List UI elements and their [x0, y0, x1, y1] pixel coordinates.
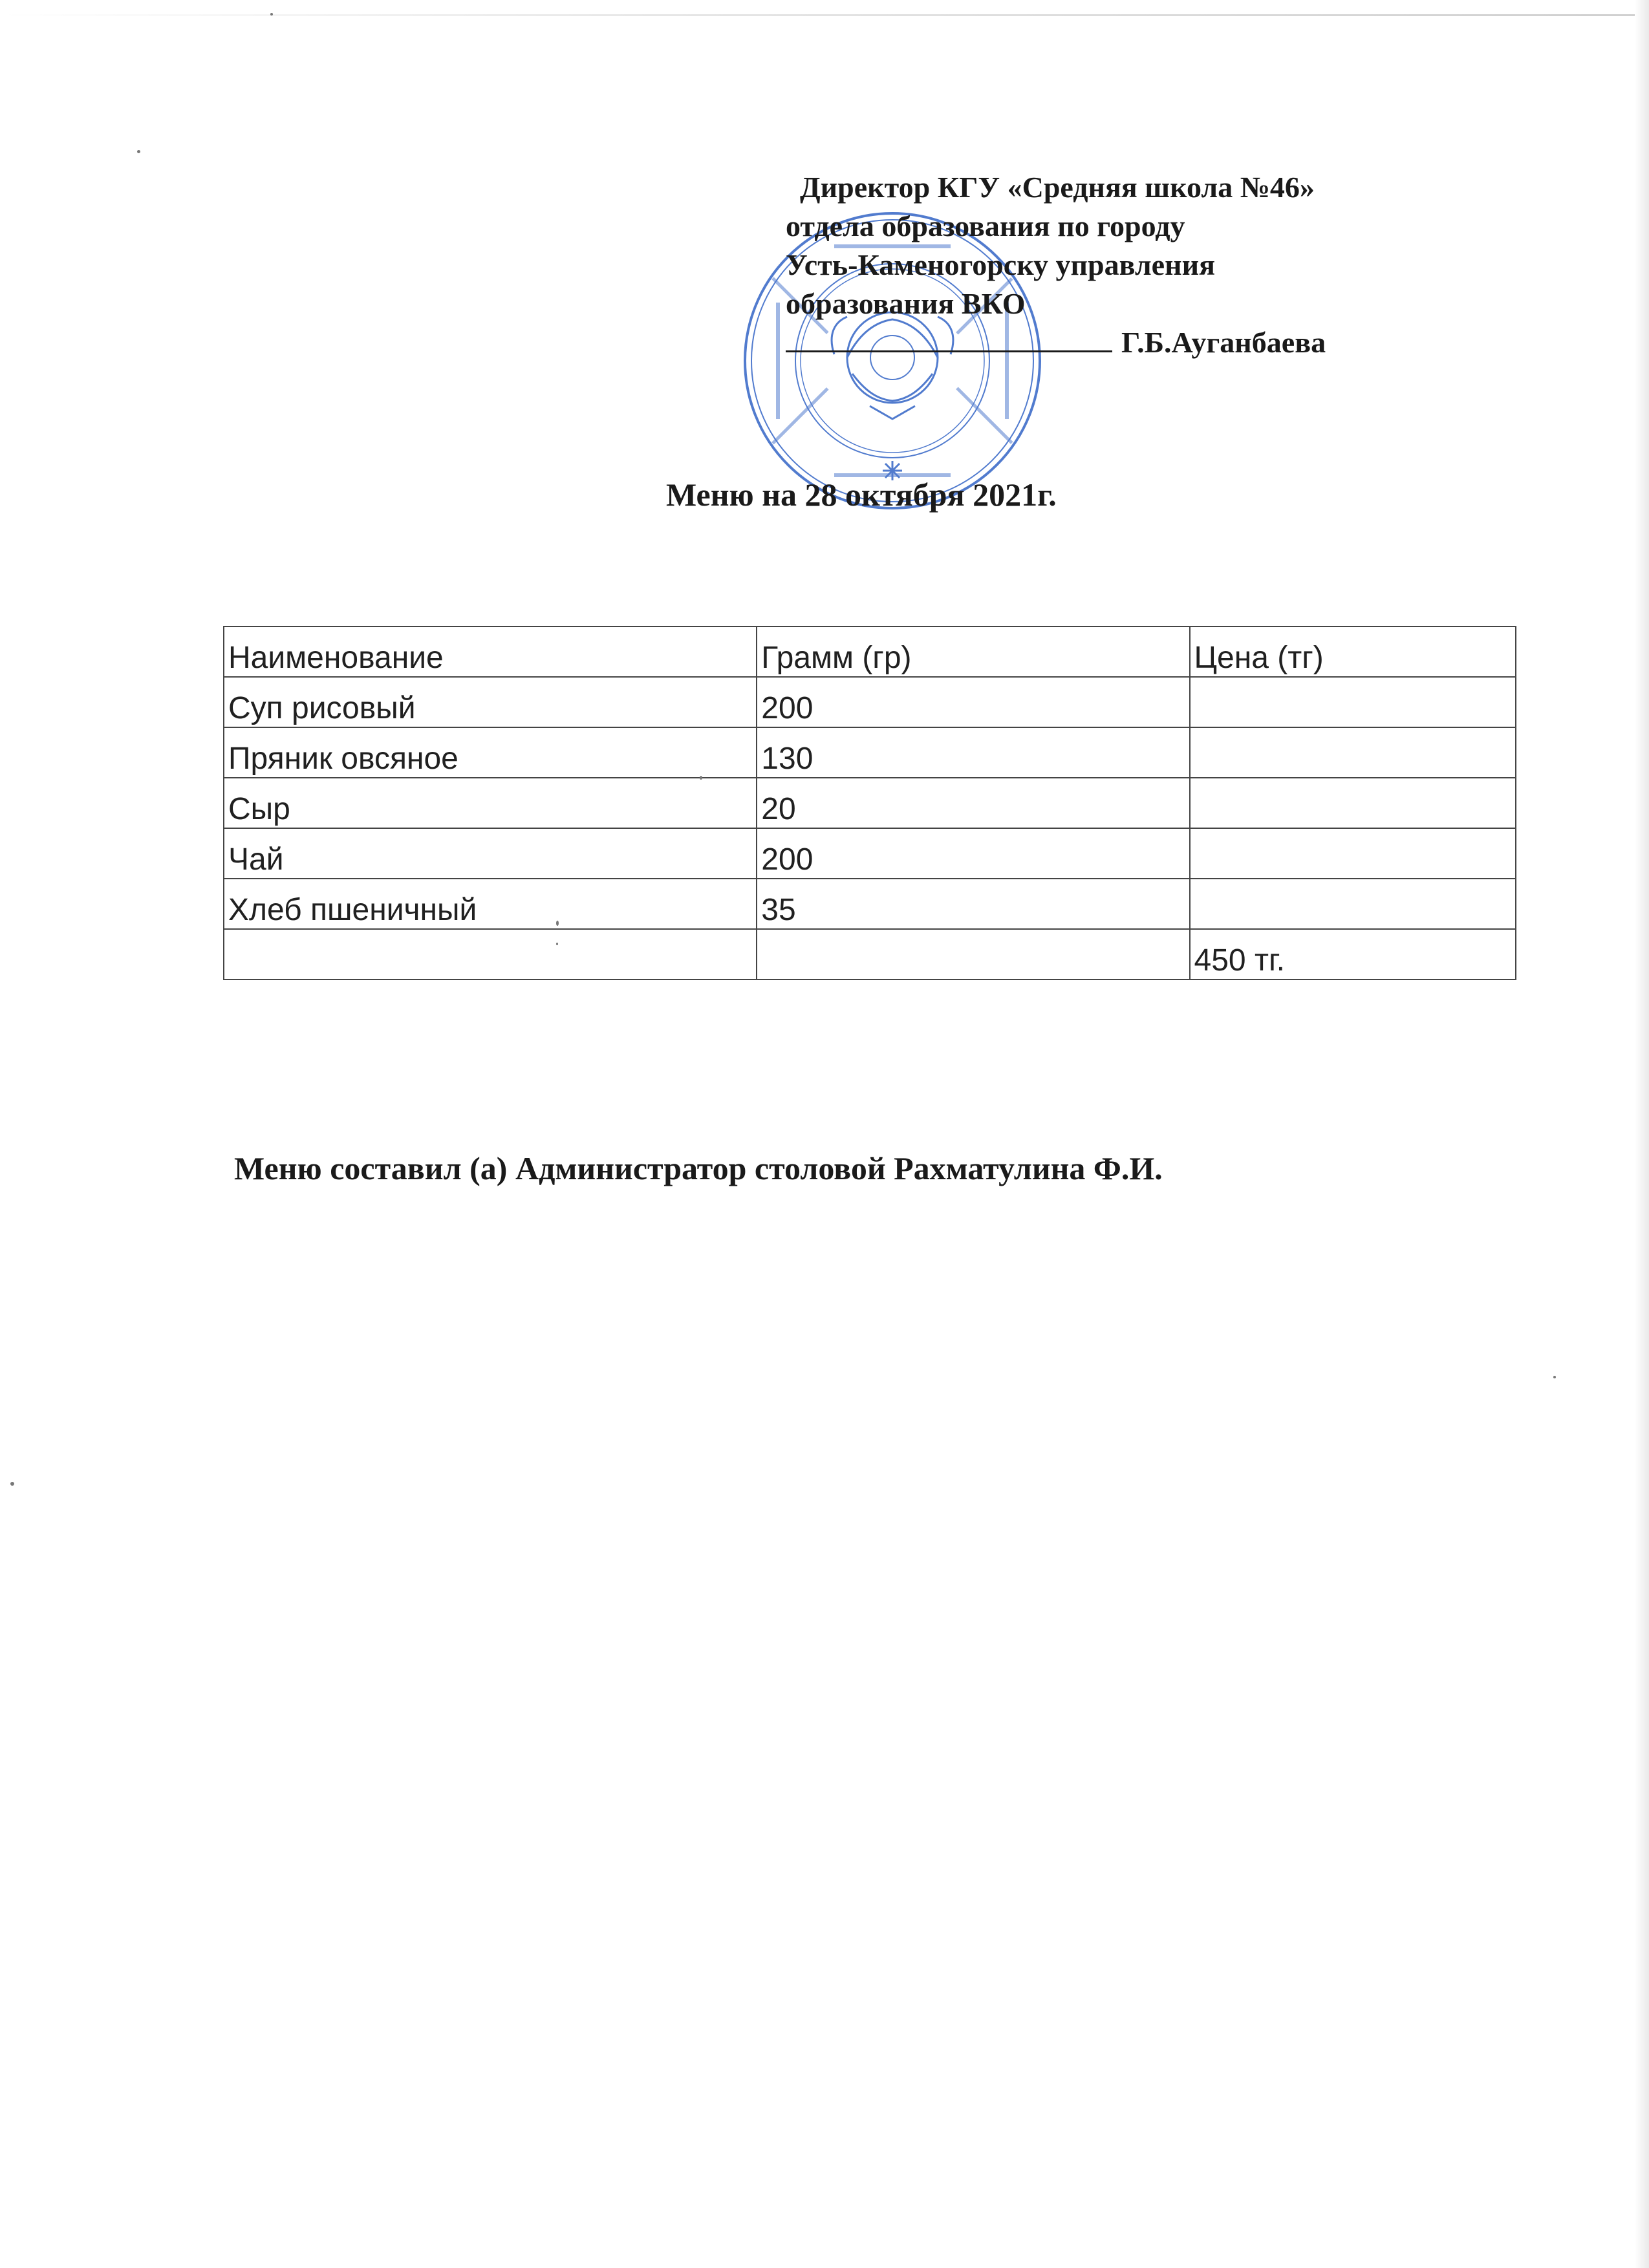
dish-price	[1190, 778, 1516, 828]
approval-position: Директор КГУ «Средняя школа №46»	[800, 171, 1315, 204]
dish-name: Чай	[224, 828, 757, 879]
dish-price	[1190, 828, 1516, 879]
table-header-row	[224, 626, 1516, 677]
dish-price	[1190, 727, 1516, 778]
header-name: Наименование	[224, 626, 757, 677]
approval-region: образования ВКО	[786, 287, 1026, 320]
approval-department: отдела образования по городу	[786, 209, 1185, 242]
dish-grams: 130	[757, 727, 1189, 778]
dish-name: Суп рисовый	[224, 677, 757, 727]
menu-table	[223, 626, 1516, 980]
dish-name: Пряник овсяное	[224, 727, 757, 778]
scan-speck	[1553, 1376, 1556, 1378]
total-grams	[757, 929, 1189, 979]
table-total-row	[224, 929, 1516, 979]
dish-name: Хлеб пшеничный	[224, 879, 757, 929]
signatory-name: Г.Б.Ауганбаева	[1121, 326, 1326, 359]
scan-speck	[137, 150, 140, 153]
table-row	[224, 677, 1516, 727]
table-row	[224, 828, 1516, 879]
dish-price	[1190, 879, 1516, 929]
scan-speck	[270, 13, 273, 16]
scan-speck	[556, 943, 558, 945]
dish-name: Сыр	[224, 778, 757, 828]
table-row	[224, 879, 1516, 929]
approval-city: Усть-Каменогорску управления	[786, 248, 1215, 281]
scan-speck	[10, 1482, 14, 1486]
dish-grams: 200	[757, 677, 1189, 727]
total-name	[224, 929, 757, 979]
compiled-by-note: Меню составил (а) Администратор столовой Рахматулина Ф.И.	[234, 1150, 1163, 1186]
header-grams: Грамм (гр)	[757, 626, 1189, 677]
total-price: 450 тг.	[1190, 929, 1516, 979]
dish-price	[1190, 677, 1516, 727]
approval-block	[786, 168, 1497, 362]
scan-edge-right	[1635, 0, 1649, 2268]
dish-grams: 20	[757, 778, 1189, 828]
table-row	[224, 778, 1516, 828]
signature-line	[786, 323, 1112, 352]
scan-speck	[700, 776, 702, 780]
header-price: Цена (тг)	[1190, 626, 1516, 677]
scan-edge-top	[0, 14, 1649, 16]
dish-grams: 35	[757, 879, 1189, 929]
dish-grams: 200	[757, 828, 1189, 879]
page-title: Меню на 28 октября 2021г.	[666, 476, 1057, 513]
scan-speck	[556, 921, 559, 926]
table-row	[224, 727, 1516, 778]
